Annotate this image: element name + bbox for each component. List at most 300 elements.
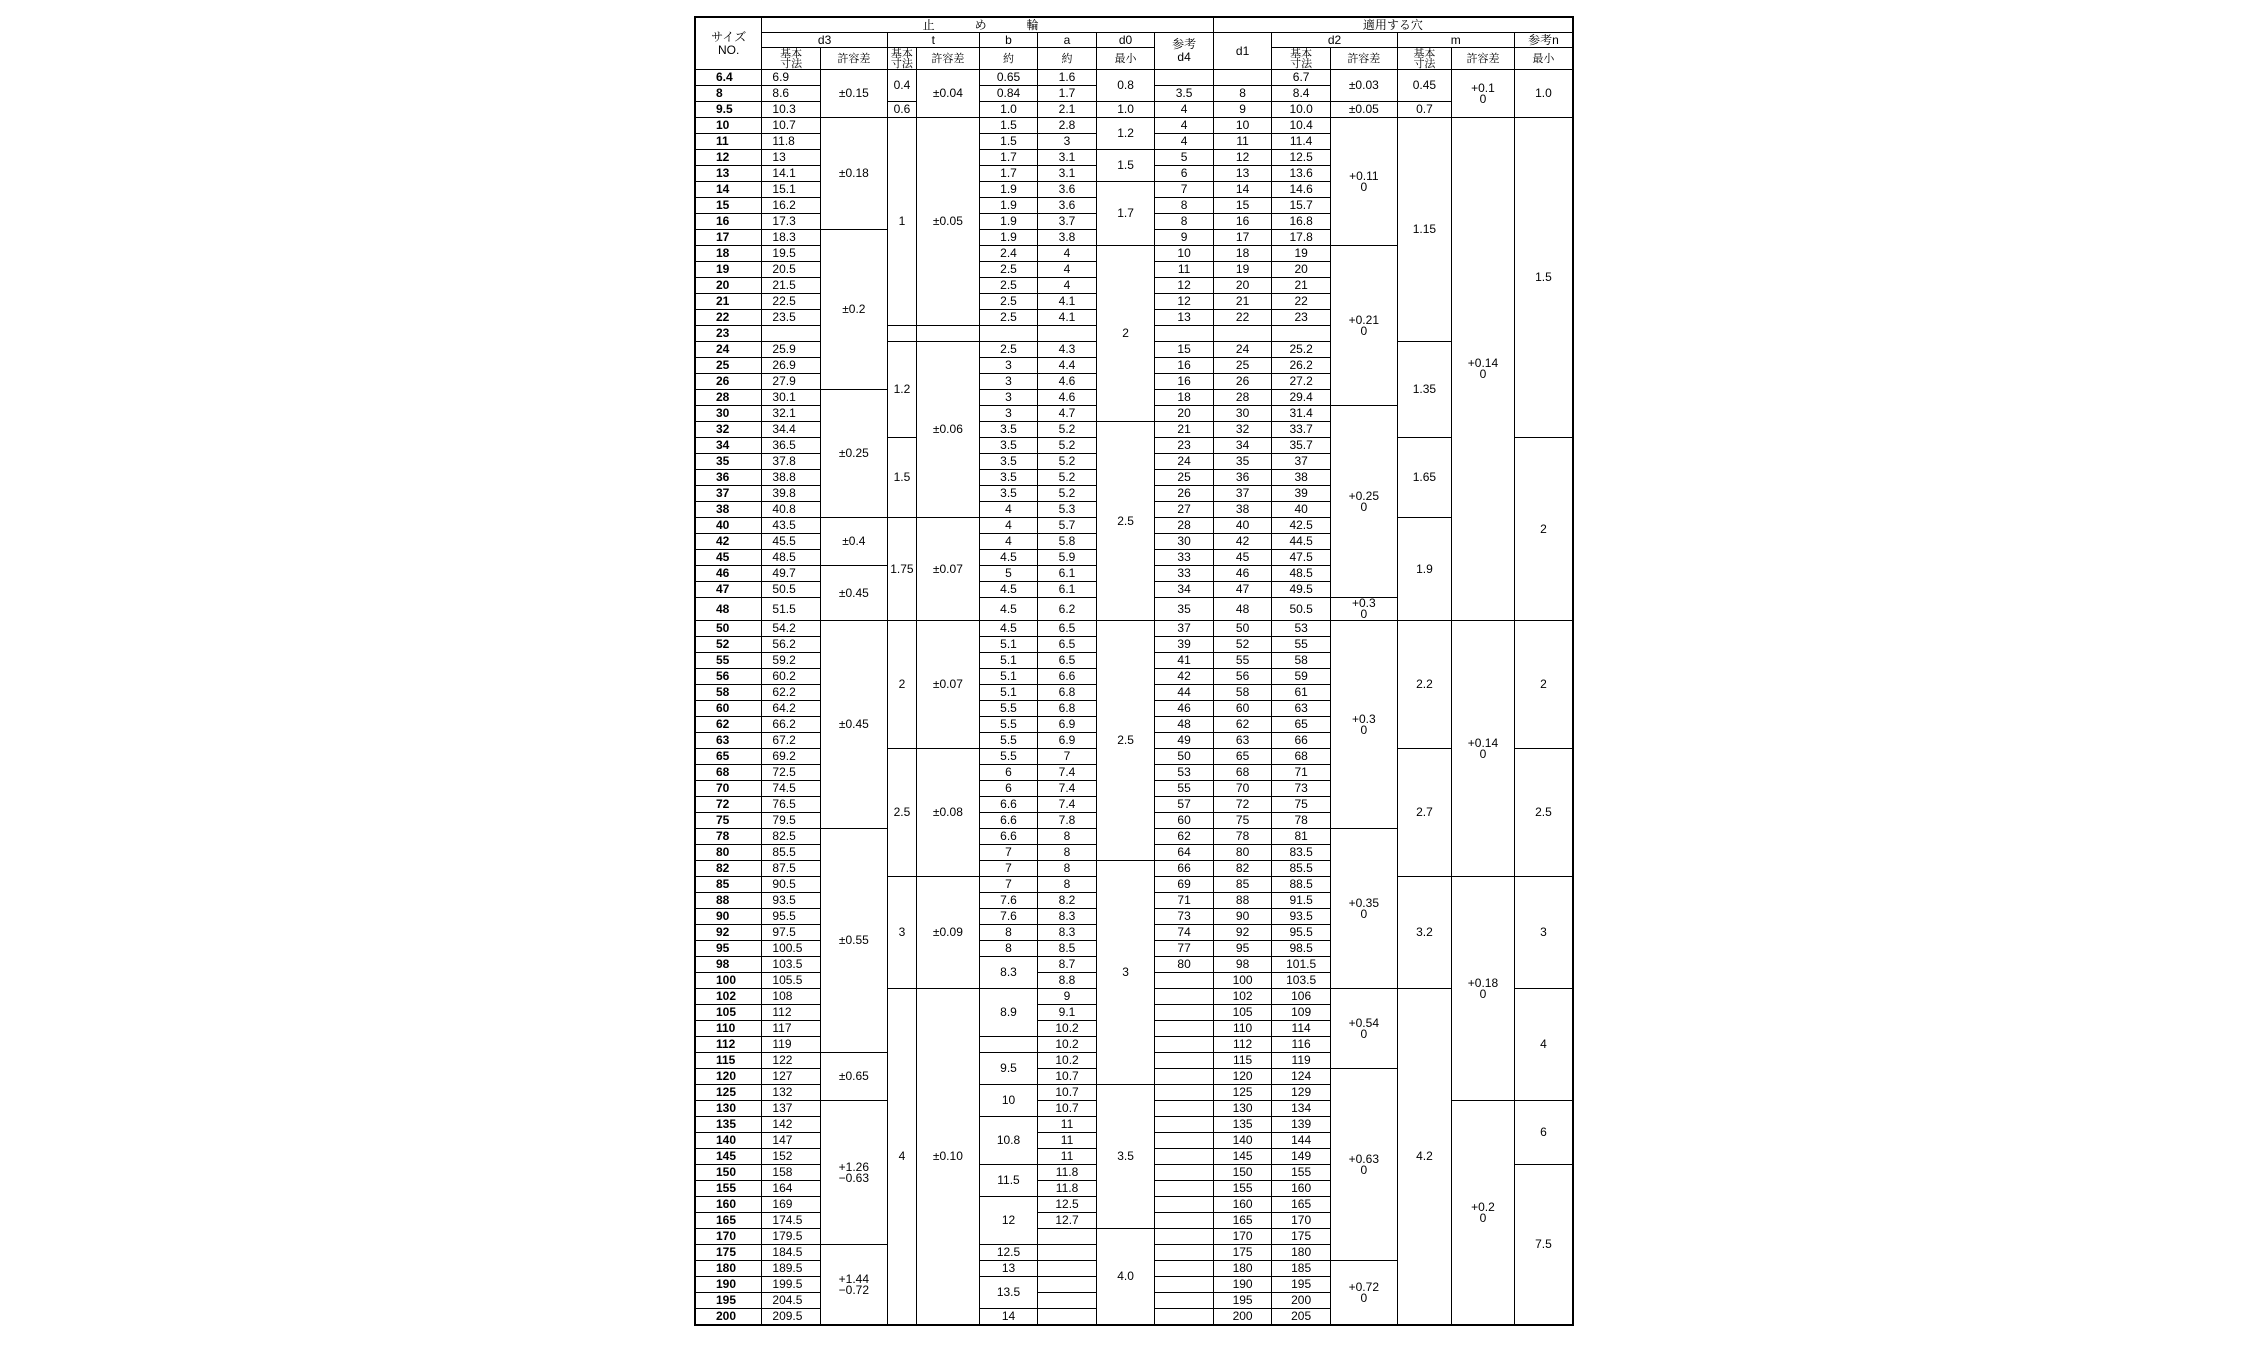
ref-d4-cell: 23 — [1155, 438, 1214, 454]
size-no-cell: 38 — [695, 502, 762, 518]
a-approx-cell: 12.7 — [1038, 1213, 1097, 1229]
d3-basic-cell — [762, 326, 821, 342]
a-approx-cell: 7 — [1038, 749, 1097, 765]
d2-basic-cell: 50.5 — [1272, 598, 1331, 621]
d3-basic-cell: 95.5 — [762, 909, 821, 925]
ref-d4-cell: 55 — [1155, 781, 1214, 797]
d1-cell: 60 — [1213, 701, 1272, 717]
a-approx-cell: 6.8 — [1038, 701, 1097, 717]
ref-d4-cell — [1155, 1101, 1214, 1117]
ref-d4-cell — [1155, 1277, 1214, 1293]
d1-cell: 150 — [1213, 1165, 1272, 1181]
t-tolerance-cell — [917, 326, 980, 342]
d2-tolerance-cell: +0.63 0 — [1330, 1069, 1397, 1261]
size-no-cell: 120 — [695, 1069, 762, 1085]
b-approx-cell: 4 — [979, 502, 1038, 518]
header-d0: d0 — [1096, 33, 1155, 48]
d1-cell: 170 — [1213, 1229, 1272, 1245]
t-basic-cell: 2 — [887, 621, 916, 749]
size-no-cell: 35 — [695, 454, 762, 470]
a-approx-cell: 8 — [1038, 877, 1097, 893]
d3-basic-cell: 100.5 — [762, 941, 821, 957]
a-approx-cell: 1.6 — [1038, 70, 1097, 86]
t-basic-cell: 1 — [887, 118, 916, 326]
d2-basic-cell: 15.7 — [1272, 198, 1331, 214]
ref-d4-cell: 24 — [1155, 454, 1214, 470]
d2-basic-cell: 61 — [1272, 685, 1331, 701]
header-d3: d3 — [762, 33, 887, 48]
d3-basic-cell: 27.9 — [762, 374, 821, 390]
a-approx-cell: 6.1 — [1038, 566, 1097, 582]
m-basic-cell: 4.2 — [1397, 989, 1451, 1326]
d2-tolerance-cell: +0.72 0 — [1330, 1261, 1397, 1326]
size-no-cell: 70 — [695, 781, 762, 797]
d1-cell: 38 — [1213, 502, 1272, 518]
ref-n-cell: 6 — [1514, 1101, 1573, 1165]
d3-tolerance-cell: ±0.45 — [820, 566, 887, 621]
d2-basic-cell: 26.2 — [1272, 358, 1331, 374]
header-m: m — [1397, 33, 1514, 48]
size-no-cell: 100 — [695, 973, 762, 989]
d2-basic-cell: 44.5 — [1272, 534, 1331, 550]
header-a: a — [1038, 33, 1097, 48]
d1-cell: 10 — [1213, 118, 1272, 134]
d1-cell: 37 — [1213, 486, 1272, 502]
a-approx-cell: 4.1 — [1038, 294, 1097, 310]
b-approx-cell: 1.5 — [979, 118, 1038, 134]
ref-d4-cell: 33 — [1155, 566, 1214, 582]
size-no-cell: 160 — [695, 1197, 762, 1213]
size-no-cell: 102 — [695, 989, 762, 1005]
size-no-cell: 195 — [695, 1293, 762, 1309]
d1-cell: 115 — [1213, 1053, 1272, 1069]
size-no-cell: 24 — [695, 342, 762, 358]
size-no-cell: 10 — [695, 118, 762, 134]
d3-tolerance-cell: ±0.65 — [820, 1053, 887, 1101]
b-approx-cell: 7 — [979, 877, 1038, 893]
d1-cell: 100 — [1213, 973, 1272, 989]
b-approx-cell — [979, 1037, 1038, 1053]
d3-basic-cell: 169 — [762, 1197, 821, 1213]
d3-basic-cell: 38.8 — [762, 470, 821, 486]
ref-d4-cell — [1155, 1133, 1214, 1149]
t-basic-cell: 4 — [887, 989, 916, 1326]
d2-basic-cell: 8.4 — [1272, 86, 1331, 102]
table-row — [695, 621, 1573, 637]
size-no-cell: 60 — [695, 701, 762, 717]
d3-basic-cell: 26.9 — [762, 358, 821, 374]
ref-d4-cell: 25 — [1155, 470, 1214, 486]
size-no-cell: 110 — [695, 1021, 762, 1037]
d1-cell: 75 — [1213, 813, 1272, 829]
d3-basic-cell: 64.2 — [762, 701, 821, 717]
d2-basic-cell: 81 — [1272, 829, 1331, 845]
a-approx-cell: 11 — [1038, 1149, 1097, 1165]
ref-d4-cell: 71 — [1155, 893, 1214, 909]
ref-d4-cell — [1155, 989, 1214, 1005]
b-approx-cell: 2.5 — [979, 294, 1038, 310]
a-approx-cell: 6.6 — [1038, 669, 1097, 685]
d2-basic-cell: 78 — [1272, 813, 1331, 829]
d1-cell: 36 — [1213, 470, 1272, 486]
d1-cell: 25 — [1213, 358, 1272, 374]
d1-cell: 13 — [1213, 166, 1272, 182]
size-no-cell: 82 — [695, 861, 762, 877]
d2-basic-cell: 12.5 — [1272, 150, 1331, 166]
d3-basic-cell: 6.9 — [762, 70, 821, 86]
d1-cell: 48 — [1213, 598, 1272, 621]
a-approx-cell: 9.1 — [1038, 1005, 1097, 1021]
header-d0-min: 最小 — [1096, 48, 1155, 70]
d2-basic-cell: 58 — [1272, 653, 1331, 669]
header-n-min: 最小 — [1514, 48, 1573, 70]
d2-basic-cell: 144 — [1272, 1133, 1331, 1149]
d0-min-cell: 0.8 — [1096, 70, 1155, 102]
d1-cell: 80 — [1213, 845, 1272, 861]
d3-basic-cell: 48.5 — [762, 550, 821, 566]
a-approx-cell: 5.2 — [1038, 470, 1097, 486]
ref-d4-cell: 33 — [1155, 550, 1214, 566]
d2-basic-cell: 20 — [1272, 262, 1331, 278]
ref-d4-cell — [1155, 1117, 1214, 1133]
d1-cell: 17 — [1213, 230, 1272, 246]
d3-basic-cell: 37.8 — [762, 454, 821, 470]
b-approx-cell: 6 — [979, 781, 1038, 797]
d2-basic-cell: 195 — [1272, 1277, 1331, 1293]
d2-basic-cell: 53 — [1272, 621, 1331, 637]
d2-basic-cell: 40 — [1272, 502, 1331, 518]
d3-basic-cell: 137 — [762, 1101, 821, 1117]
a-approx-cell: 10.7 — [1038, 1085, 1097, 1101]
d2-basic-cell: 175 — [1272, 1229, 1331, 1245]
b-approx-cell: 12.5 — [979, 1245, 1038, 1261]
b-approx-cell: 3.5 — [979, 486, 1038, 502]
d2-basic-cell: 91.5 — [1272, 893, 1331, 909]
size-no-cell: 78 — [695, 829, 762, 845]
b-approx-cell: 3 — [979, 374, 1038, 390]
ref-d4-cell: 8 — [1155, 198, 1214, 214]
a-approx-cell: 10.7 — [1038, 1069, 1097, 1085]
ref-d4-cell — [1155, 973, 1214, 989]
size-no-cell: 40 — [695, 518, 762, 534]
ref-d4-cell: 80 — [1155, 957, 1214, 973]
size-no-cell: 125 — [695, 1085, 762, 1101]
d3-basic-cell: 69.2 — [762, 749, 821, 765]
size-no-cell: 92 — [695, 925, 762, 941]
a-approx-cell: 6.2 — [1038, 598, 1097, 621]
ref-d4-cell: 18 — [1155, 390, 1214, 406]
b-approx-cell: 4.5 — [979, 598, 1038, 621]
size-no-cell: 72 — [695, 797, 762, 813]
d1-cell: 14 — [1213, 182, 1272, 198]
d3-basic-cell: 56.2 — [762, 637, 821, 653]
header-d2: d2 — [1272, 33, 1397, 48]
size-no-cell: 62 — [695, 717, 762, 733]
ref-d4-cell: 20 — [1155, 406, 1214, 422]
d3-tolerance-cell: ±0.4 — [820, 518, 887, 566]
d2-basic-cell: 10.0 — [1272, 102, 1331, 118]
t-tolerance-cell: ±0.09 — [917, 877, 980, 989]
d3-basic-cell: 40.8 — [762, 502, 821, 518]
a-approx-cell: 5.2 — [1038, 454, 1097, 470]
ref-d4-cell: 74 — [1155, 925, 1214, 941]
ref-d4-cell: 15 — [1155, 342, 1214, 358]
ref-d4-cell — [1155, 1069, 1214, 1085]
d2-tolerance-cell: ±0.05 — [1330, 102, 1397, 118]
d1-cell: 11 — [1213, 134, 1272, 150]
d3-basic-cell: 209.5 — [762, 1309, 821, 1326]
t-basic-cell — [887, 326, 916, 342]
d3-basic-cell: 158 — [762, 1165, 821, 1181]
ref-d4-cell — [1155, 1293, 1214, 1309]
m-basic-cell: 1.35 — [1397, 342, 1451, 438]
a-approx-cell: 3 — [1038, 134, 1097, 150]
ref-d4-cell: 64 — [1155, 845, 1214, 861]
header-a-approx: 約 — [1038, 48, 1097, 70]
table-header — [695, 17, 1573, 70]
size-no-cell: 135 — [695, 1117, 762, 1133]
d3-basic-cell: 17.3 — [762, 214, 821, 230]
a-approx-cell: 6.8 — [1038, 685, 1097, 701]
d2-basic-cell: 149 — [1272, 1149, 1331, 1165]
d2-basic-cell: 27.2 — [1272, 374, 1331, 390]
d2-basic-cell: 119 — [1272, 1053, 1331, 1069]
d1-cell: 160 — [1213, 1197, 1272, 1213]
d3-basic-cell: 132 — [762, 1085, 821, 1101]
d3-basic-cell: 50.5 — [762, 582, 821, 598]
d1-cell: 112 — [1213, 1037, 1272, 1053]
d2-tolerance-cell: +0.54 0 — [1330, 989, 1397, 1069]
b-approx-cell: 1.9 — [979, 230, 1038, 246]
a-approx-cell — [1038, 1245, 1097, 1261]
a-approx-cell: 4.4 — [1038, 358, 1097, 374]
d3-basic-cell: 97.5 — [762, 925, 821, 941]
d3-basic-cell: 76.5 — [762, 797, 821, 813]
d2-basic-cell: 10.4 — [1272, 118, 1331, 134]
ref-d4-cell: 60 — [1155, 813, 1214, 829]
size-no-cell: 58 — [695, 685, 762, 701]
size-no-cell: 47 — [695, 582, 762, 598]
d1-cell: 125 — [1213, 1085, 1272, 1101]
d1-cell: 55 — [1213, 653, 1272, 669]
m-basic-cell: 1.9 — [1397, 518, 1451, 621]
size-no-cell: 16 — [695, 214, 762, 230]
size-no-cell: 46 — [695, 566, 762, 582]
ref-n-cell: 4 — [1514, 989, 1573, 1101]
b-approx-cell: 6 — [979, 765, 1038, 781]
d2-basic-cell: 29.4 — [1272, 390, 1331, 406]
t-basic-cell: 1.75 — [887, 518, 916, 621]
d1-cell: 22 — [1213, 310, 1272, 326]
d3-basic-cell: 60.2 — [762, 669, 821, 685]
d2-basic-cell: 95.5 — [1272, 925, 1331, 941]
d2-basic-cell: 68 — [1272, 749, 1331, 765]
d2-basic-cell: 47.5 — [1272, 550, 1331, 566]
header-d2-tolerance: 許容差 — [1330, 48, 1397, 70]
header-b-approx: 約 — [979, 48, 1038, 70]
a-approx-cell: 2.8 — [1038, 118, 1097, 134]
size-no-cell: 30 — [695, 406, 762, 422]
d1-cell: 20 — [1213, 278, 1272, 294]
size-no-cell: 17 — [695, 230, 762, 246]
d1-cell: 34 — [1213, 438, 1272, 454]
header-ref-n: 参考n — [1514, 33, 1573, 48]
b-approx-cell: 11.5 — [979, 1165, 1038, 1197]
b-approx-cell: 4.5 — [979, 582, 1038, 598]
d1-cell: 47 — [1213, 582, 1272, 598]
t-basic-cell: 1.5 — [887, 438, 916, 518]
size-no-cell: 63 — [695, 733, 762, 749]
d2-tolerance-cell: +0.3 0 — [1330, 598, 1397, 621]
d3-basic-cell: 21.5 — [762, 278, 821, 294]
b-approx-cell: 7.6 — [979, 909, 1038, 925]
d1-cell: 135 — [1213, 1117, 1272, 1133]
b-approx-cell: 5.5 — [979, 717, 1038, 733]
d1-cell: 21 — [1213, 294, 1272, 310]
d3-basic-cell: 8.6 — [762, 86, 821, 102]
dimension-table — [694, 16, 1574, 1326]
m-tolerance-cell: +0.18 0 — [1452, 877, 1515, 1101]
a-approx-cell — [1038, 1293, 1097, 1309]
d2-basic-cell: 59 — [1272, 669, 1331, 685]
b-approx-cell: 10 — [979, 1085, 1038, 1117]
d3-basic-cell: 93.5 — [762, 893, 821, 909]
b-approx-cell: 3 — [979, 390, 1038, 406]
ref-d4-cell — [1155, 1005, 1214, 1021]
d1-cell: 190 — [1213, 1277, 1272, 1293]
a-approx-cell: 8.3 — [1038, 909, 1097, 925]
t-tolerance-cell: ±0.06 — [917, 342, 980, 518]
d3-basic-cell: 25.9 — [762, 342, 821, 358]
b-approx-cell: 0.84 — [979, 86, 1038, 102]
d2-basic-cell: 71 — [1272, 765, 1331, 781]
header-snap-ring: 止 め 輪 — [762, 17, 1213, 33]
d1-cell — [1213, 70, 1272, 86]
d3-basic-cell: 87.5 — [762, 861, 821, 877]
b-approx-cell: 5.5 — [979, 733, 1038, 749]
d3-basic-cell: 74.5 — [762, 781, 821, 797]
d3-basic-cell: 199.5 — [762, 1277, 821, 1293]
b-approx-cell: 8 — [979, 941, 1038, 957]
d3-basic-cell: 204.5 — [762, 1293, 821, 1309]
a-approx-cell: 5.8 — [1038, 534, 1097, 550]
d2-basic-cell: 116 — [1272, 1037, 1331, 1053]
header-size-no: サイズ NO. — [695, 17, 762, 70]
table-body — [695, 70, 1573, 1326]
a-approx-cell: 8 — [1038, 829, 1097, 845]
ref-n-cell: 3 — [1514, 877, 1573, 989]
a-approx-cell: 7.4 — [1038, 765, 1097, 781]
size-no-cell: 115 — [695, 1053, 762, 1069]
d2-basic-cell: 109 — [1272, 1005, 1331, 1021]
ref-d4-cell: 7 — [1155, 182, 1214, 198]
ref-d4-cell — [1155, 326, 1214, 342]
d2-basic-cell: 39 — [1272, 486, 1331, 502]
d2-basic-cell: 22 — [1272, 294, 1331, 310]
d1-cell: 130 — [1213, 1101, 1272, 1117]
snap-ring-spec-table — [694, 16, 1574, 1326]
size-no-cell: 80 — [695, 845, 762, 861]
ref-d4-cell — [1155, 1261, 1214, 1277]
size-no-cell: 18 — [695, 246, 762, 262]
ref-d4-cell: 44 — [1155, 685, 1214, 701]
ref-d4-cell — [1155, 1053, 1214, 1069]
b-approx-cell: 0.65 — [979, 70, 1038, 86]
d2-basic-cell: 13.6 — [1272, 166, 1331, 182]
size-no-cell: 8 — [695, 86, 762, 102]
ref-d4-cell: 12 — [1155, 278, 1214, 294]
d2-basic-cell: 114 — [1272, 1021, 1331, 1037]
d3-tolerance-cell: +1.26 −0.63 — [820, 1101, 887, 1245]
d3-basic-cell: 19.5 — [762, 246, 821, 262]
d3-basic-cell: 108 — [762, 989, 821, 1005]
ref-d4-cell: 42 — [1155, 669, 1214, 685]
d1-cell: 102 — [1213, 989, 1272, 1005]
size-no-cell: 36 — [695, 470, 762, 486]
d1-cell: 35 — [1213, 454, 1272, 470]
ref-d4-cell: 21 — [1155, 422, 1214, 438]
b-approx-cell: 2.5 — [979, 262, 1038, 278]
d3-basic-cell: 51.5 — [762, 598, 821, 621]
b-approx-cell: 14 — [979, 1309, 1038, 1326]
size-no-cell: 145 — [695, 1149, 762, 1165]
header-d1: d1 — [1213, 33, 1272, 70]
ref-d4-cell — [1155, 70, 1214, 86]
size-no-cell: 85 — [695, 877, 762, 893]
size-no-cell: 155 — [695, 1181, 762, 1197]
d0-min-cell: 1.2 — [1096, 118, 1155, 150]
d1-cell: 120 — [1213, 1069, 1272, 1085]
d1-cell: 105 — [1213, 1005, 1272, 1021]
d1-cell: 180 — [1213, 1261, 1272, 1277]
b-approx-cell: 5.5 — [979, 701, 1038, 717]
ref-d4-cell — [1155, 1309, 1214, 1326]
table-row — [695, 70, 1573, 86]
a-approx-cell: 8.5 — [1038, 941, 1097, 957]
ref-d4-cell: 46 — [1155, 701, 1214, 717]
d3-basic-cell: 49.7 — [762, 566, 821, 582]
ref-d4-cell: 34 — [1155, 582, 1214, 598]
size-no-cell: 34 — [695, 438, 762, 454]
size-no-cell: 68 — [695, 765, 762, 781]
d3-basic-cell: 22.5 — [762, 294, 821, 310]
b-approx-cell: 3.5 — [979, 422, 1038, 438]
size-no-cell: 25 — [695, 358, 762, 374]
b-approx-cell: 4 — [979, 518, 1038, 534]
ref-d4-cell — [1155, 1229, 1214, 1245]
d1-cell: 32 — [1213, 422, 1272, 438]
d2-basic-cell: 200 — [1272, 1293, 1331, 1309]
d1-cell: 19 — [1213, 262, 1272, 278]
b-approx-cell: 4.5 — [979, 550, 1038, 566]
d3-basic-cell: 18.3 — [762, 230, 821, 246]
ref-d4-cell: 11 — [1155, 262, 1214, 278]
ref-d4-cell: 30 — [1155, 534, 1214, 550]
a-approx-cell: 6.5 — [1038, 637, 1097, 653]
t-tolerance-cell: ±0.10 — [917, 989, 980, 1326]
b-approx-cell: 2.5 — [979, 342, 1038, 358]
t-basic-cell: 1.2 — [887, 342, 916, 438]
m-basic-cell: 0.45 — [1397, 70, 1451, 102]
a-approx-cell: 4.3 — [1038, 342, 1097, 358]
m-basic-cell: 1.65 — [1397, 438, 1451, 518]
size-no-cell: 150 — [695, 1165, 762, 1181]
ref-d4-cell — [1155, 1213, 1214, 1229]
ref-d4-cell: 9 — [1155, 230, 1214, 246]
a-approx-cell: 11.8 — [1038, 1181, 1097, 1197]
d2-basic-cell: 93.5 — [1272, 909, 1331, 925]
d3-basic-cell: 15.1 — [762, 182, 821, 198]
